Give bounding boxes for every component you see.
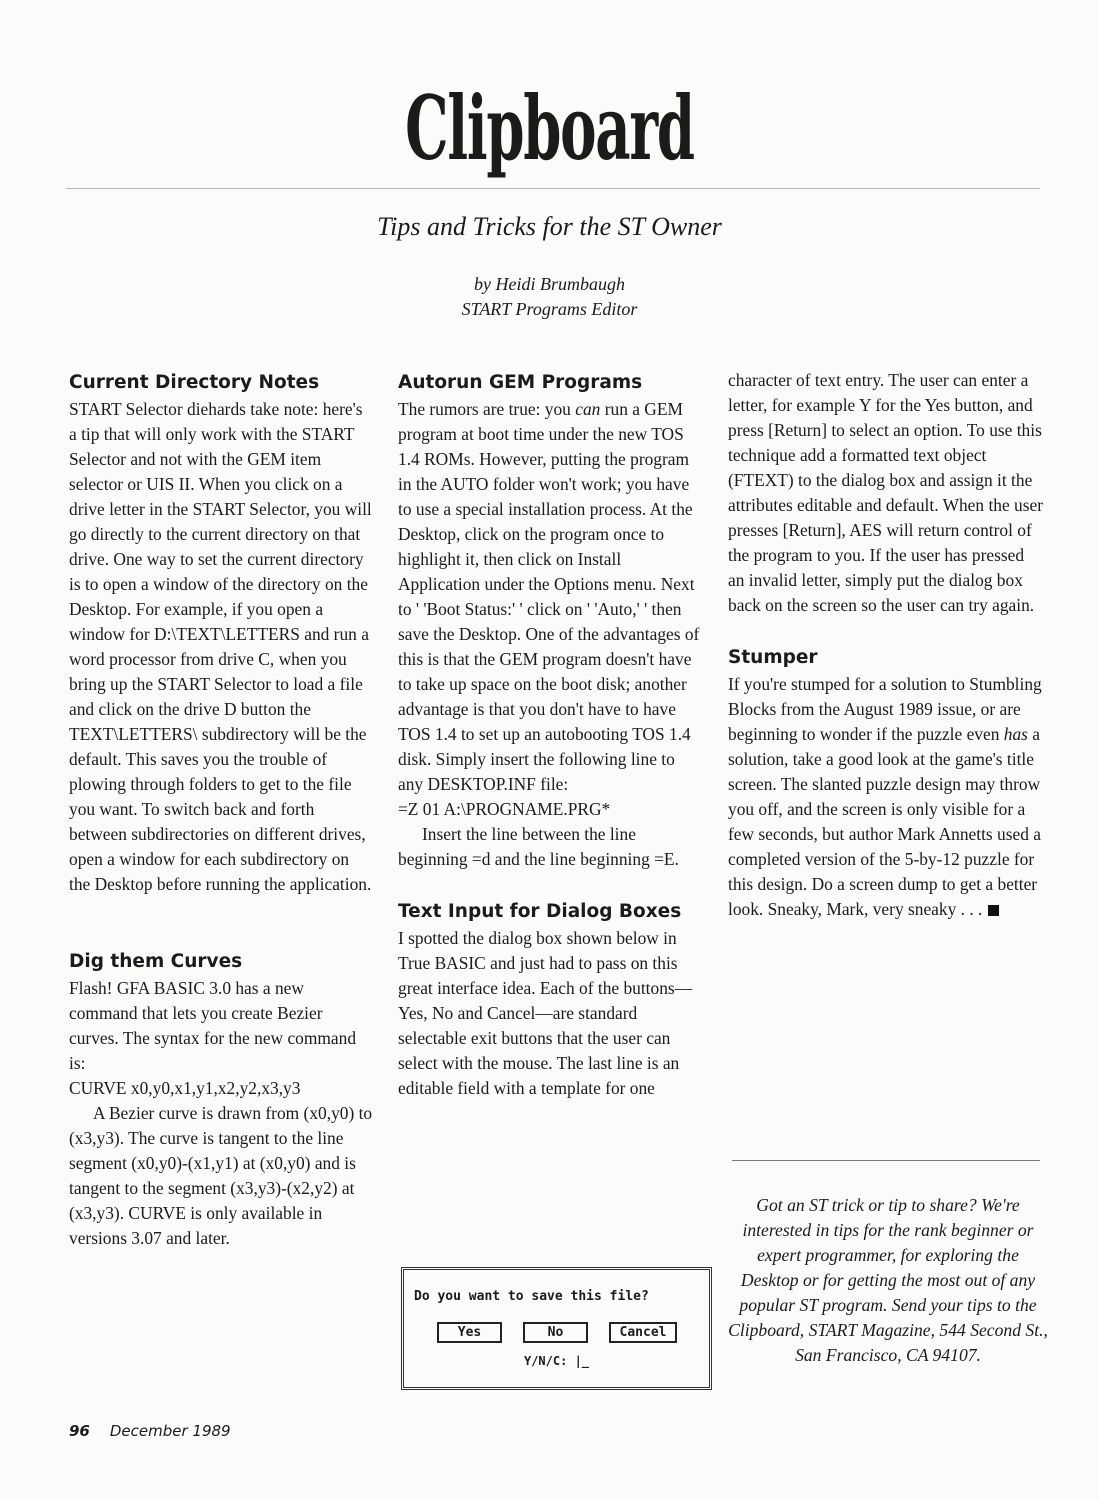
paragraph: Flash! GFA BASIC 3.0 has a new command that lets you create Bezier curves. The syntax for the new command is: <box>69 978 357 1073</box>
paragraph: Insert the line between the line beginning =d and the line beginning =E. <box>398 824 679 869</box>
heading-current-directory: Current Directory Notes <box>69 372 320 393</box>
author-role: START Programs Editor <box>461 299 638 319</box>
paragraph: If you're stumped for a solution to Stumbling Blocks from the August 1989 issue, or are beginning to wonder if the puzzle even has a solution, take a good look at the game's title screen. The slanted puzzle design may throw you off, and the screen is only visible for a few seconds, but author Mark Annetts used a completed version of the 5-by-12 puzzle for this design. Do a screen dump to get a better look. Sneaky, Mark, very sneaky . . . <box>728 674 1042 919</box>
column-3 <box>728 368 1043 922</box>
cancel-button[interactable]: Cancel <box>609 1322 677 1343</box>
paragraph: I spotted the dialog box shown below in True BASIC and just had to pass on this great interface idea. Each of the buttons—Yes, No and Cancel—are standard selectable exit buttons that the user can select with the mouse. The last line is an editable field with a template for one <box>398 928 693 1098</box>
heading-stumper: Stumper <box>728 647 818 668</box>
heading-autorun: Autorun GEM Programs <box>398 372 643 393</box>
dialog-input-field[interactable] <box>404 1354 709 1368</box>
dialog-box-figure <box>401 1267 712 1390</box>
code-line: =Z 01 A:\PROGNAME.PRG* <box>398 799 611 819</box>
code-line: CURVE x0,y0,x1,y1,x2,y2,x3,y3 <box>69 1078 301 1098</box>
column-2 <box>398 368 703 1101</box>
title-rule <box>66 188 1040 189</box>
subtitle: Tips and Tricks for the ST Owner <box>377 212 722 241</box>
dialog-question: Do you want to save this file? <box>414 1289 649 1304</box>
page-number: 96 <box>69 1422 90 1440</box>
paragraph: A Bezier curve is drawn from (x0,y0) to (x3,y3). The curve is tangent to the line segment (x0,y0)-(x1,y1) at (x0,y0) and is tangent to the segment (x3,y3)-(x2,y2) at (x3,y3). CURVE is only available in versions 3.07 and later. <box>69 1103 373 1248</box>
heading-curves: Dig them Curves <box>69 951 243 972</box>
paragraph: START Selector diehards take note: here's a tip that will only work with the START Selector and not with the GEM item selector or UIS II. When you click on a drive letter in the START Selector, you will go directly to the current directory on that drive. One way to set the current directory is to open a window of the directory on the Desktop. For example, if you open a window for D:\TEXT\LETTERS and run a word processor from drive C, when you bring up the START Selector to load a file and click on the drive D button the TEXT\LETTERS\ subdirectory will be the default. This saves you the trouble of plowing through folders to get to the file you want. To switch back and forth between subdirectories on different drives, open a window for each subdirectory on the Desktop before running the application. <box>69 399 372 894</box>
paragraph: character of text entry. The user can enter a letter, for example Y for the Yes button, and press [Return] to select an option. To use this technique add a formatted text object (FTEXT) to the dialog box and assign it the attributes editable and default. When the user presses [Return], AES will return control of the program to you. If the user has pressed an invalid letter, simply put the dialog box back on the screen so the user can try again. <box>728 370 1044 615</box>
author: by Heidi Brumbaugh <box>474 274 625 294</box>
yes-button[interactable]: Yes <box>437 1322 502 1343</box>
paragraph: The rumors are true: you can run a GEM program at boot time under the new TOS 1.4 ROMs. However, putting the program in the AUTO folder won't work; you have to use a special installation process. At the Desktop, click on the program once to highlight it, then click on Install Application under the Options menu. Next to ' 'Boot Status:' ' click on ' 'Auto,' ' then save the Desktop. One of the advantages of this is that the GEM program doesn't have to take up space on the boot disk; another advantage is that you don't have to have TOS 1.4 to set up an autobooting TOS 1.4 disk. Simply insert the following line to any DESKTOP.INF file: <box>398 399 700 794</box>
page-title: Clipboard <box>405 76 694 180</box>
dialog-prompt: Y/N/C: <box>523 1354 575 1368</box>
end-mark-icon <box>988 905 999 916</box>
no-button[interactable]: No <box>523 1322 588 1343</box>
issue-date: December 1989 <box>109 1422 231 1440</box>
byline <box>0 272 1099 322</box>
tip-box: Got an ST trick or tip to share? We're interested in tips for the rank beginner or expert programmer, for exploring the Desktop or for getting the most out of any popular ST program. Send your tips to the Clipboard, START Magazine, 544 Second St., San Francisco, CA 94107. <box>728 1195 1048 1365</box>
heading-text-input: Text Input for Dialog Boxes <box>398 901 682 922</box>
tip-rule <box>732 1160 1040 1161</box>
column-1 <box>69 368 374 1251</box>
page-footer <box>69 1422 231 1440</box>
text-cursor: |_ <box>574 1354 590 1368</box>
